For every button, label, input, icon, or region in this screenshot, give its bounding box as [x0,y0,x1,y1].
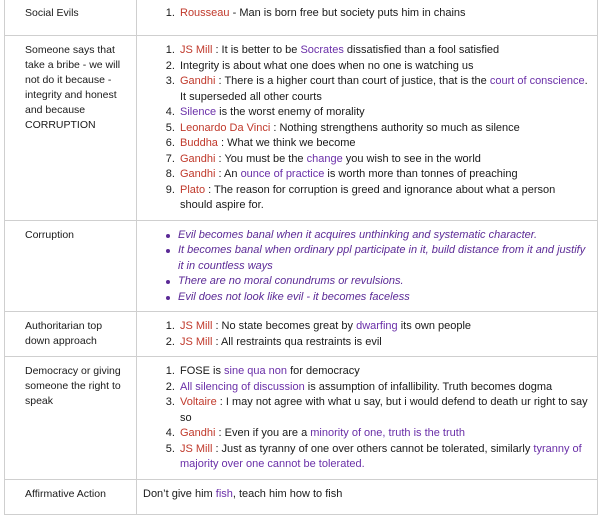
bullet-list [145,228,589,306]
list-item: Evil becomes banal when it acquires unthinking and systematic character. [178,228,589,244]
content-cell [137,220,598,312]
content-cell [137,312,598,357]
topic-cell: Authoritarian top down approach [5,312,137,357]
list-item: 1. JS Mill : No state becomes great by dwarfing its own people [178,319,589,335]
topic-cell: Democracy or giving someone the right to speak [5,357,137,480]
table-row-affirmative-action [5,479,598,515]
list-item: 4. Gandhi : Even if you are a minority of one, truth is the truth [178,426,589,442]
list-item: 9. Plato : The reason for corruption is greed and ignorance about what a person should aspire for. [178,183,589,214]
topic-cell: Corruption [5,220,137,312]
list-item: 6. Buddha : What we think we become [178,136,589,152]
list-item: 7. Gandhi : You must be the change you wish to see in the world [178,152,589,168]
quotes-table-body [5,0,598,515]
list-item: 1. FOSE is sine qua non for democracy [178,364,589,380]
list-item: 2. Integrity is about what one does when no one is watching us [178,59,589,75]
list-item: 4. Silence is the worst enemy of morality [178,105,589,121]
list-item: It becomes banal when ordinary ppl participate in it, build distance from it and justify it in countless ways [178,243,589,274]
content-cell: Don’t give him fish, teach him how to fish [137,479,598,515]
content-cell [137,0,598,36]
list-item: 1. Rousseau - Man is born free but society puts him in chains [178,6,589,22]
quote-list [145,364,589,473]
quotes-table [4,0,598,515]
list-item: 1. JS Mill : It is better to be Socrates dissatisfied than a fool satisfied [178,43,589,59]
list-item: Evil does not look like evil - it becomes faceless [178,290,589,306]
list-item: 5. JS Mill : Just as tyranny of one over others cannot be tolerated, similarly tyranny of majority over one cannot be tolerated. [178,442,589,473]
list-item: 3. Gandhi : There is a higher court than court of justice, that is the court of conscience. It superseded all other courts [178,74,589,105]
quote-list [145,6,589,22]
quote-list [145,319,589,350]
list-item: 8. Gandhi : An ounce of practice is worth more than tonnes of preaching [178,167,589,183]
table-row-corruption [5,220,598,312]
list-item: There are no moral conundrums or revulsions. [178,274,589,290]
table-row-democracy [5,357,598,480]
content-cell [137,357,598,480]
topic-cell: Affirmative Action [5,479,137,515]
list-item: 2. JS Mill : All restraints qua restraints is evil [178,335,589,351]
topic-cell: Social Evils [5,0,137,36]
list-item: 2. All silencing of discussion is assumption of infallibility. Truth becomes dogma [178,380,589,396]
topic-cell: Someone says that take a bribe - we will not do it because - integrity and honest and because CORRUPTION [5,36,137,221]
table-row-authoritarian [5,312,598,357]
list-item: 5. Leonardo Da Vinci : Nothing strengthens authority so much as silence [178,121,589,137]
content-cell [137,36,598,221]
table-row-social-evils [5,0,598,36]
table-row-bribe [5,36,598,221]
quote-list [145,43,589,214]
list-item: 3. Voltaire : I may not agree with what u say, but i would defend to death ur right to say so [178,395,589,426]
